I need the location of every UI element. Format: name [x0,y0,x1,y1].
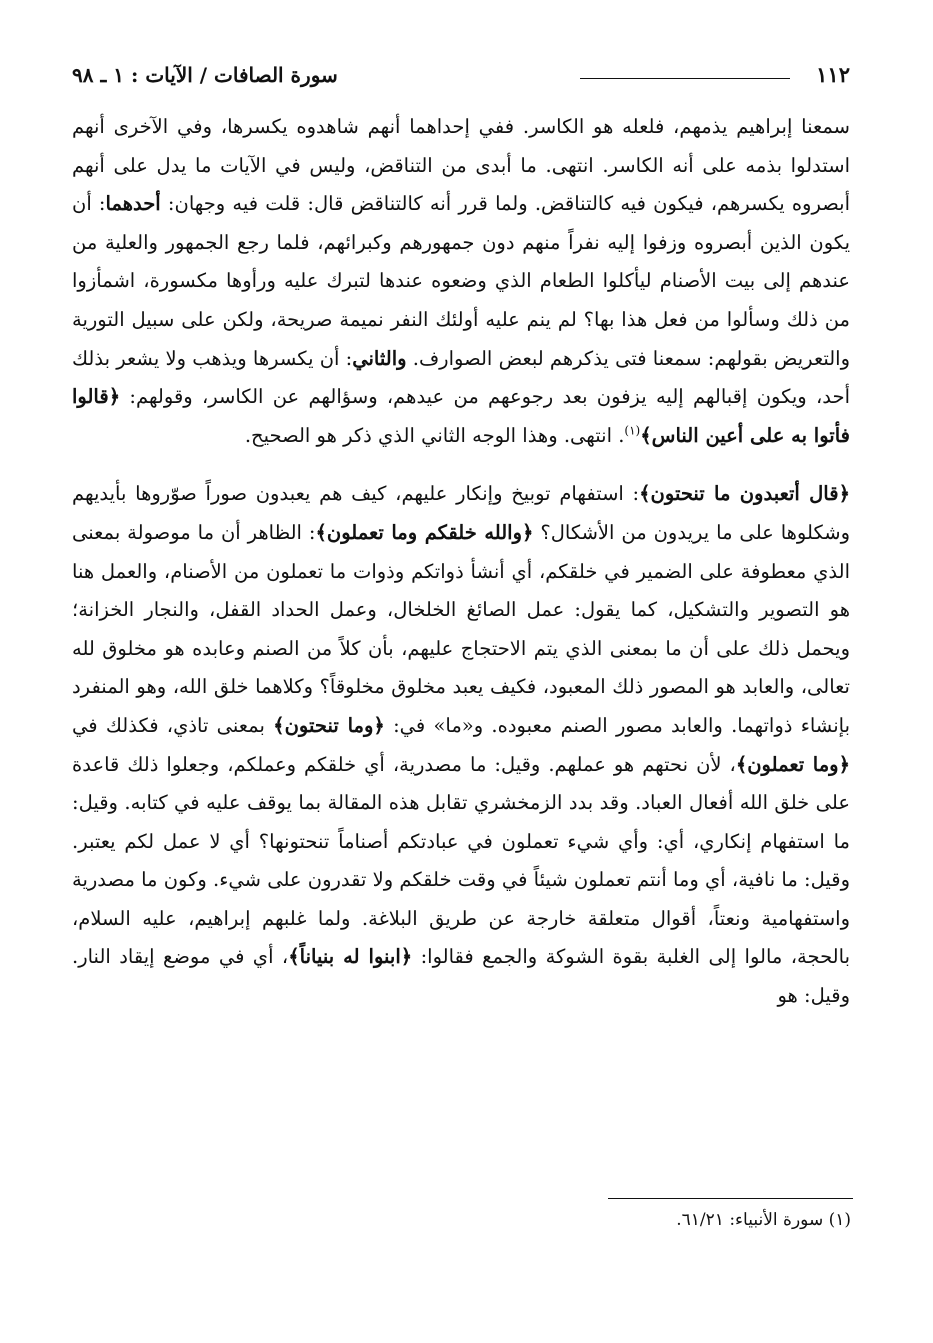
paragraph-2 [72,475,850,1015]
page-header [72,60,850,90]
label-first: أحدهما [105,192,161,216]
running-title: سورة الصافات / الآيات : ١ ـ ٩٨ [72,63,338,87]
text-segment: ، لأن نحتهم هو عملهم. وقيل: ما مصدرية، أي خلقكم وعملكم، وجعلوا ذلك قاعدة على خلق الله أفعال العباد. وقد بدد الزمخشري تقابل هذه المقالة بما يوقف عليه في كتابه. وقيل: ما استفهام إنكاري، أي: وأي شيء تعملون في عبادتكم أصناماً تنحتونها؟ أي لا عمل لكم يعتبر. وقيل: ما نافية، أي وما أنتم تعملون شيئاً في وقت خلقكم ولا تقدرون على شيء. وكون ما مصدرية واستفهامية ونعتاً، أقوال متعلقة خارجة عن طريق البلاغة. ولما غلبهم إبراهيم، عليه السلام، بالحجة، مالوا إلى الغلبة بقوة الشوكة والجمع فقالوا: [72,752,850,969]
text-segment: . انتهى. وهذا الوجه الثاني الذي ذكر هو الصحيح. [244,423,625,447]
text-segment: سمعنا إبراهيم يذمهم، فلعله هو الكاسر. ففي إحداهما أنهم شاهدوه يكسرها، وفي الآخرى أنهم استدلوا بذمه على أنه الكاسر. انتهى. ما أبدى من التناقض، وليس في الآيات ما يدل على أنهم أبصروه يكسرهم، فيكون فيه كالتناقض. ولما قرر أنه كالتناقض قال: قلت فيه وجهان: [72,115,850,216]
quran-quote: ﴿قالوا فأتوا به على أعين الناس﴾ [72,385,850,447]
footnote: (١) سورة الأنبياء: ٦١/٢١. [676,1210,851,1230]
quran-quote: ﴿وما تعملون﴾ [735,752,851,776]
text-segment: بمعنى تاذي، فكذلك في [72,713,274,737]
paragraph-1 [72,108,850,455]
label-second: والثاني [352,346,407,370]
text-segment: ، أي في موضع إيقاد النار. وقيل: هو [72,945,850,1008]
quran-quote: ﴿ابنوا له بنياناً﴾ [288,945,413,969]
page-number: ١١٢ [816,62,850,87]
text-segment: : أن يكون الذين أبصروه وزفوا إليه نفراً منهم دون جمهورهم وكبرائهم، فلما رجع الجمهور والعلية من عندهم إلى بيت الأصنام ليأكلوا الطعام الذي وضعوه عندها لتبرك عليه ورأوها مكسورة، اشمأزوا من ذلك وسألوا من فعل هذا بها؟ لم ينم عليه أولئك النفر نميمة صريحة، ولكن على سبيل التورية والتعريض بقولهم: سمعنا فتى يذكرهم لبعض الصوارف. [72,192,851,370]
text-segment: : الظاهر أن ما موصولة بمعنى الذي معطوفة على الضمير في خلقكم، أي أنشأ ذواتكم وذوات ما تعملون من الأصنام، والعمل هنا هو التصوير والتشكيل، كما يقول: عمل الصائغ الخلخال، وعمل الحداد القفل، والنجار الخزانة؛ ويحمل ذلك على أن ما بمعنى الذي يتم الاحتجاج عليهم، بأن كلاً من الصنم وعابده هو مخلوق لله تعالى، والعابد هو المصور ذلك المعبود، فكيف يعبد مخلوق مخلوقاً؟ وكلاهما خلق الله، وهو المنفرد بإنشاء ذواتهما. والعابد مصور الصنم معبوده. و«ما» في: [72,520,850,737]
text-segment: : أن يكسرها ويذهب ولا يشعر بذلك أحد، ويكون إقبالهم إليه يزفون بعد رجوعهم من عيدهم، وسؤالهم عن الكاسر، وقولهم: [72,346,850,409]
quran-quote: ﴿قال أتعبدون ما تنحتون﴾ [639,482,850,506]
quran-quote: ﴿وما تنحتون﴾ [273,713,385,737]
text-segment: : استفهام توبيخ وإنكار عليهم، كيف هم يعبدون صوراً صوّروها بأيديهم وشكلوها على ما يريدون من الأشكال؟ [72,482,850,544]
quran-quote: ﴿والله خلقكم وما تعملون﴾ [315,520,534,544]
main-text [72,108,850,1016]
footnote-reference: (١) [624,423,641,438]
footnote-rule [608,1198,853,1199]
header-rule [580,78,790,79]
